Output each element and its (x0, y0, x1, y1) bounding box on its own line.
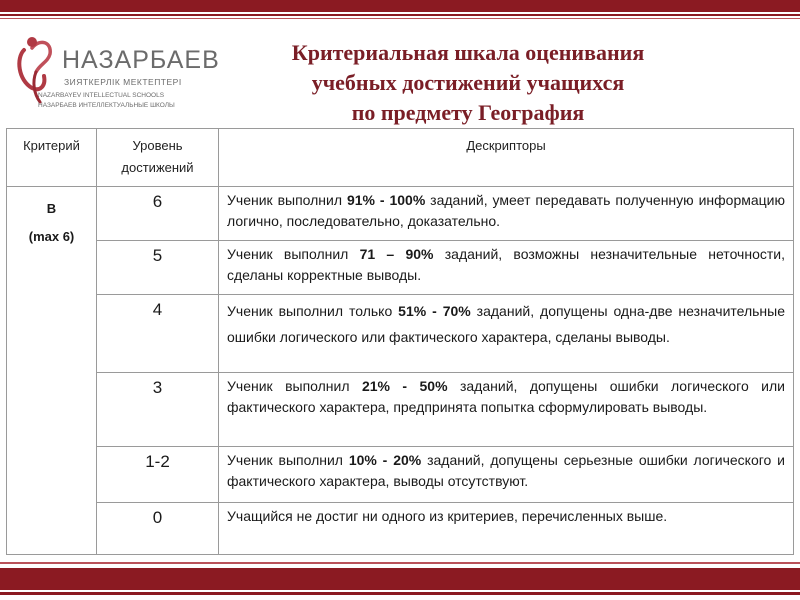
table-row (7, 447, 794, 503)
level-cell: 6 (97, 187, 219, 241)
page-title (258, 38, 678, 128)
header-level (97, 129, 219, 187)
bottom-decorative-stripes (0, 560, 800, 600)
header-level-line2: достижений (121, 160, 194, 175)
table-row (7, 295, 794, 373)
table-row (7, 503, 794, 555)
descriptor-cell: Учащийся не достиг ни одного из критериев, перечисленных выше. (219, 503, 794, 555)
descriptor-cell: Ученик выполнил 10% - 20% заданий, допущены серьезные ошибки логического и фактического характера, выводы отсутствуют. (219, 447, 794, 503)
level-cell: 5 (97, 241, 219, 295)
level-cell: 3 (97, 373, 219, 447)
table-header-row (7, 129, 794, 187)
descriptor-cell: Ученик выполнил 71 – 90% заданий, возможны незначительные неточности, сделаны корректные выводы. (219, 241, 794, 295)
rubric-table (6, 128, 794, 555)
header-criterion: Критерий (7, 129, 97, 187)
level-cell: 1-2 (97, 447, 219, 503)
title-line-2: учебных достижений учащихся (311, 70, 625, 95)
logo-subtitle-kz: ЗИЯТКЕРЛІК МЕКТЕПТЕРІ (64, 77, 182, 87)
table-row (7, 373, 794, 447)
level-cell: 0 (97, 503, 219, 555)
descriptor-cell: Ученик выполнил 91% - 100% заданий, умеет передавать полученную информацию логично, последовательно, доказательно. (219, 187, 794, 241)
criterion-cell (7, 187, 97, 555)
criterion-max: (max 6) (28, 229, 75, 244)
descriptor-cell: Ученик выполнил 21% - 50% заданий, допущены ошибки логического или фактического характера, предпринята попытка сформулировать выводы. (219, 373, 794, 447)
top-decorative-stripes (0, 0, 800, 22)
logo-name: НАЗАРБАЕВ (62, 46, 220, 74)
header-level-line1: Уровень (132, 138, 183, 153)
table-row (7, 241, 794, 295)
school-logo (10, 28, 220, 116)
logo-subtitle-ru: НАЗАРБАЕВ ИНТЕЛЛЕКТУАЛЬНЫЕ ШКОЛЫ (38, 102, 175, 109)
title-line-3: по предмету География (351, 100, 585, 125)
table-row (7, 187, 794, 241)
level-cell: 4 (97, 295, 219, 373)
descriptor-cell: Ученик выполнил только 51% - 70% заданий, допущены одна-две незначительные ошибки логического или фактического характера, сделаны выводы. (219, 295, 794, 373)
header-descriptors: Дескрипторы (219, 129, 794, 187)
logo-subtitle-en: NAZARBAYEV INTELLECTUAL SCHOOLS (38, 92, 165, 99)
criterion-letter: B (46, 201, 57, 216)
title-line-1: Критериальная шкала оценивания (291, 40, 645, 65)
